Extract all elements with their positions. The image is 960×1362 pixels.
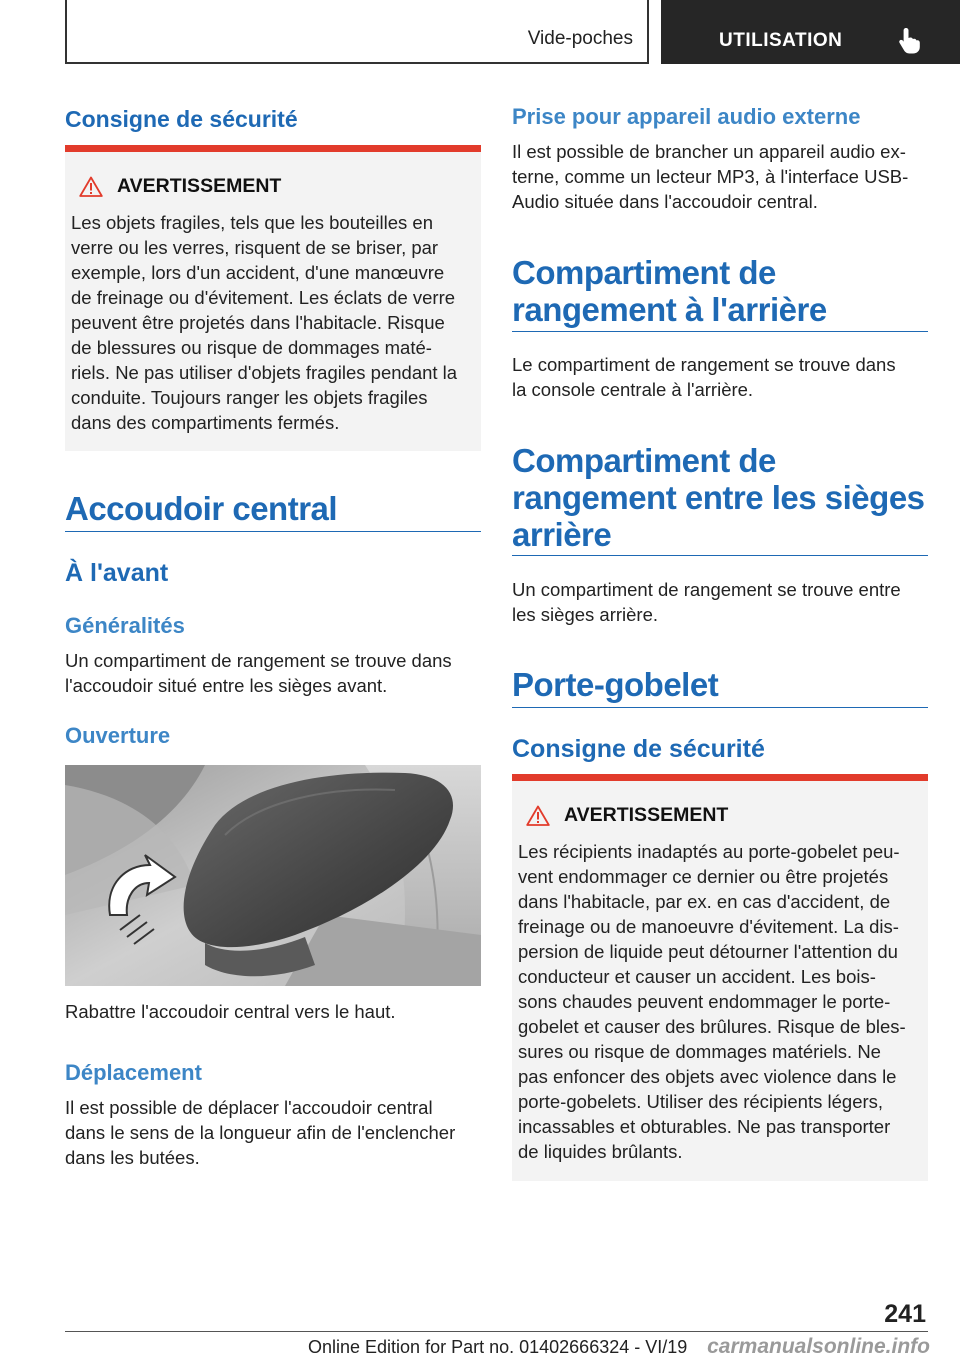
warning-title-text: AVERTISSEMENT bbox=[564, 804, 729, 826]
header-section-box bbox=[65, 0, 649, 64]
opening-title: Ouverture bbox=[65, 723, 171, 748]
warning-line: Les objets fragiles, tels que les bouteilles en bbox=[71, 212, 433, 233]
cupholder-title: Porte-gobelet bbox=[512, 666, 928, 708]
armrest-photo bbox=[65, 765, 481, 986]
text-line: terne, comme un lecteur MP3, à l'interface USB- bbox=[512, 166, 909, 187]
warning-line: gobelet et causer des brûlures. Risque de bles- bbox=[518, 1016, 906, 1037]
warning-line: porte-gobelets. Utiliser des récipients légers, bbox=[518, 1091, 884, 1112]
title-line: rangement à l'arrière bbox=[512, 291, 827, 328]
header-section-title: Vide-poches bbox=[527, 28, 633, 49]
watermark: carmanualsonline.info bbox=[707, 1335, 930, 1358]
warning-line: sures ou risque de dommages matériels. Ne bbox=[518, 1041, 881, 1062]
title-line: arrière bbox=[512, 516, 612, 553]
rear-compartment-title bbox=[512, 254, 928, 332]
title-line: rangement entre les sièges bbox=[512, 479, 925, 516]
text-line: Il est possible de brancher un appareil audio ex- bbox=[512, 141, 906, 162]
safety-title: Consigne de sécurité bbox=[65, 106, 298, 132]
warning-line: peuvent être projetés dans l'habitacle. Risque bbox=[71, 312, 445, 333]
warning-line: Les récipients inadaptés au porte-gobelet peu- bbox=[518, 841, 900, 862]
warning-title bbox=[79, 175, 281, 198]
seats-compartment-title bbox=[512, 442, 928, 556]
opening-caption: Rabattre l'accoudoir central vers le haut. bbox=[65, 1001, 396, 1022]
warning-line: de blessures ou risque de dommages maté- bbox=[71, 337, 432, 358]
text-line: la console centrale à l'arrière. bbox=[512, 379, 754, 400]
audio-title: Prise pour appareil audio externe bbox=[512, 104, 861, 129]
warning-title bbox=[526, 804, 728, 827]
header-chapter-box bbox=[661, 0, 960, 64]
warning-line: dans des compartiments fermés. bbox=[71, 412, 340, 433]
warning-line: conducteur et causer un accident. Les bois- bbox=[518, 966, 876, 987]
page-number: 241 bbox=[884, 1300, 926, 1328]
warning-triangle-icon bbox=[526, 805, 550, 826]
armrest-title: Accoudoir central bbox=[65, 490, 481, 532]
general-text bbox=[65, 648, 481, 698]
warning-triangle-icon bbox=[79, 176, 103, 197]
warning-line: freinage ou de manoeuvre d'évitement. La dis- bbox=[518, 916, 899, 937]
warning-line: vent endommager ce dernier ou être projetés bbox=[518, 866, 889, 887]
moving-text bbox=[65, 1095, 481, 1170]
warning-line: conduite. Toujours ranger les objets fragiles bbox=[71, 387, 428, 408]
armrest-illustration bbox=[65, 765, 481, 986]
warning-box bbox=[65, 145, 481, 451]
title-line: Compartiment de bbox=[512, 442, 776, 479]
title-line: Compartiment de bbox=[512, 254, 776, 291]
warning-line: incassables et obturables. Ne pas transporter bbox=[518, 1116, 891, 1137]
warning-line: de freinage ou d'évitement. Les éclats de verre bbox=[71, 287, 456, 308]
warning-line: persion de liquide peut détourner l'attention du bbox=[518, 941, 898, 962]
audio-text bbox=[512, 139, 928, 214]
warning-text bbox=[518, 839, 924, 1164]
warning-line: dans l'habitacle, par ex. en cas d'accident, de bbox=[518, 891, 891, 912]
text-line: dans les butées. bbox=[65, 1147, 200, 1168]
text-line: Audio située dans l'accoudoir central. bbox=[512, 191, 818, 212]
text-line: Il est possible de déplacer l'accoudoir central bbox=[65, 1097, 433, 1118]
header-chapter-title: UTILISATION bbox=[719, 30, 843, 51]
footer-edition: Online Edition for Part no. 01402666324 - VI/19 bbox=[308, 1337, 688, 1357]
warning-text bbox=[71, 210, 477, 435]
front-title: À l'avant bbox=[65, 559, 169, 587]
warning-line: riels. Ne pas utiliser d'objets fragiles pendant la bbox=[71, 362, 458, 383]
general-title: Généralités bbox=[65, 613, 185, 638]
rear-compartment-text bbox=[512, 352, 928, 402]
warning-line: sons chaudes peuvent endommager le porte- bbox=[518, 991, 891, 1012]
warning-title-text: AVERTISSEMENT bbox=[117, 175, 282, 197]
text-line: Un compartiment de rangement se trouve dans bbox=[65, 650, 452, 671]
warning-line: pas enfoncer des objets avec violence dans le bbox=[518, 1066, 897, 1087]
moving-title: Déplacement bbox=[65, 1060, 202, 1085]
text-line: dans le sens de la longueur afin de l'enclencher bbox=[65, 1122, 456, 1143]
warning-line: exemple, lors d'un accident, d'une manœuvre bbox=[71, 262, 445, 283]
cupholder-safety-title: Consigne de sécurité bbox=[512, 735, 765, 763]
text-line: Le compartiment de rangement se trouve dans bbox=[512, 354, 896, 375]
footer-divider bbox=[65, 1331, 928, 1332]
warning-box bbox=[512, 774, 928, 1181]
hand-pointer-icon bbox=[897, 26, 923, 54]
warning-line: de liquides brûlants. bbox=[518, 1141, 683, 1162]
text-line: l'accoudoir situé entre les sièges avant. bbox=[65, 675, 388, 696]
warning-line: verre ou les verres, risquent de se briser, par bbox=[71, 237, 439, 258]
text-line: les sièges arrière. bbox=[512, 604, 659, 625]
text-line: Un compartiment de rangement se trouve entre bbox=[512, 579, 901, 600]
seats-compartment-text bbox=[512, 577, 928, 627]
